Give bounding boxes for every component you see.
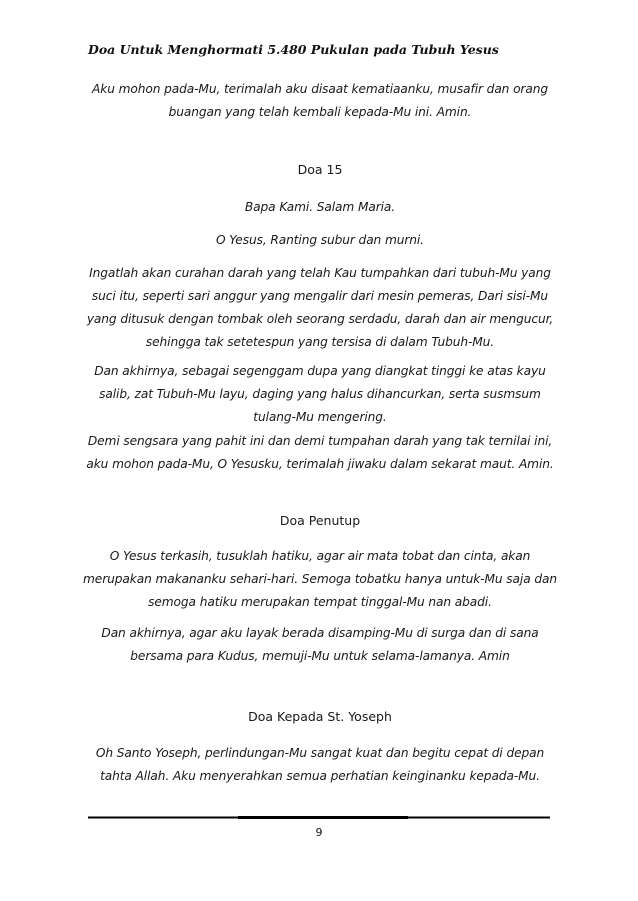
doa15-line-o-yesus: O Yesus, Ranting subur dan murni. — [216, 233, 424, 247]
doa15-paragraph-2: Dan akhirnya, sebagai segenggam dupa yang diangkat tinggi ke atas kayu salib, zat Tubuh-Mu layu, daging yang halus dihancurkan, serta susmsum tulang-Mu mengering. — [94, 364, 546, 424]
doa15-heading: Doa 15 — [297, 162, 343, 177]
page-number: 9 — [315, 826, 323, 839]
doa-penutup-paragraph-2: Dan akhirnya, agar aku layak berada disamping-Mu di surga dan di sana bersama para Kudus, memuji-Mu untuk selama-lamanya. Amin — [101, 626, 539, 663]
doa15-line-bapa-kami: Bapa Kami. Salam Maria. — [244, 200, 396, 214]
doa15-paragraph-1: Ingatlah akan curahan darah yang telah Kau tumpahkan dari tubuh-Mu yang suci itu, seperti sari anggur yang mengalir dari mesin pemeras, Dari sisi-Mu yang ditusuk dengan tombak oleh seorang serdadu, darah dan air mengucur, sehingga tak setetespun yang tersisa di dalam Tubuh-Mu. — [86, 266, 554, 349]
doa-penutup-paragraph-1: O Yesus terkasih, tusuklah hatiku, agar air mata tobat dan cinta, akan merupakan makananku sehari-hari. Semoga tobatku hanya untuk-Mu saja dan semoga hatiku merupakan tempat tinggal-Mu nan abadi. — [83, 549, 557, 609]
intro-paragraph: Aku mohon pada-Mu, terimalah aku disaat kematiaanku, musafir dan orang buangan yang telah kembali kepada-Mu ini. Amin. — [92, 82, 548, 119]
doa15-paragraph-3: Demi sengsara yang pahit ini dan demi tumpahan darah yang tak ternilai ini, aku mohon pada-Mu, O Yesusku, terimalah jiwaku dalam sekarat maut. Amin. — [86, 434, 554, 471]
footer-divider — [88, 816, 550, 819]
doa-penutup-heading: Doa Penutup — [279, 513, 361, 528]
doa-yoseph-paragraph-1: Oh Santo Yoseph, perlindungan-Mu sangat kuat dan begitu cepat di depan tahta Allah. Aku menyerahkan semua perhatian keinginanku kepada-Mu. — [95, 746, 545, 783]
running-header-title: Doa Untuk Menghormati 5.480 Pukulan pada Tubuh Yesus — [88, 42, 499, 57]
doa-yoseph-heading: Doa Kepada St. Yoseph — [248, 709, 392, 724]
